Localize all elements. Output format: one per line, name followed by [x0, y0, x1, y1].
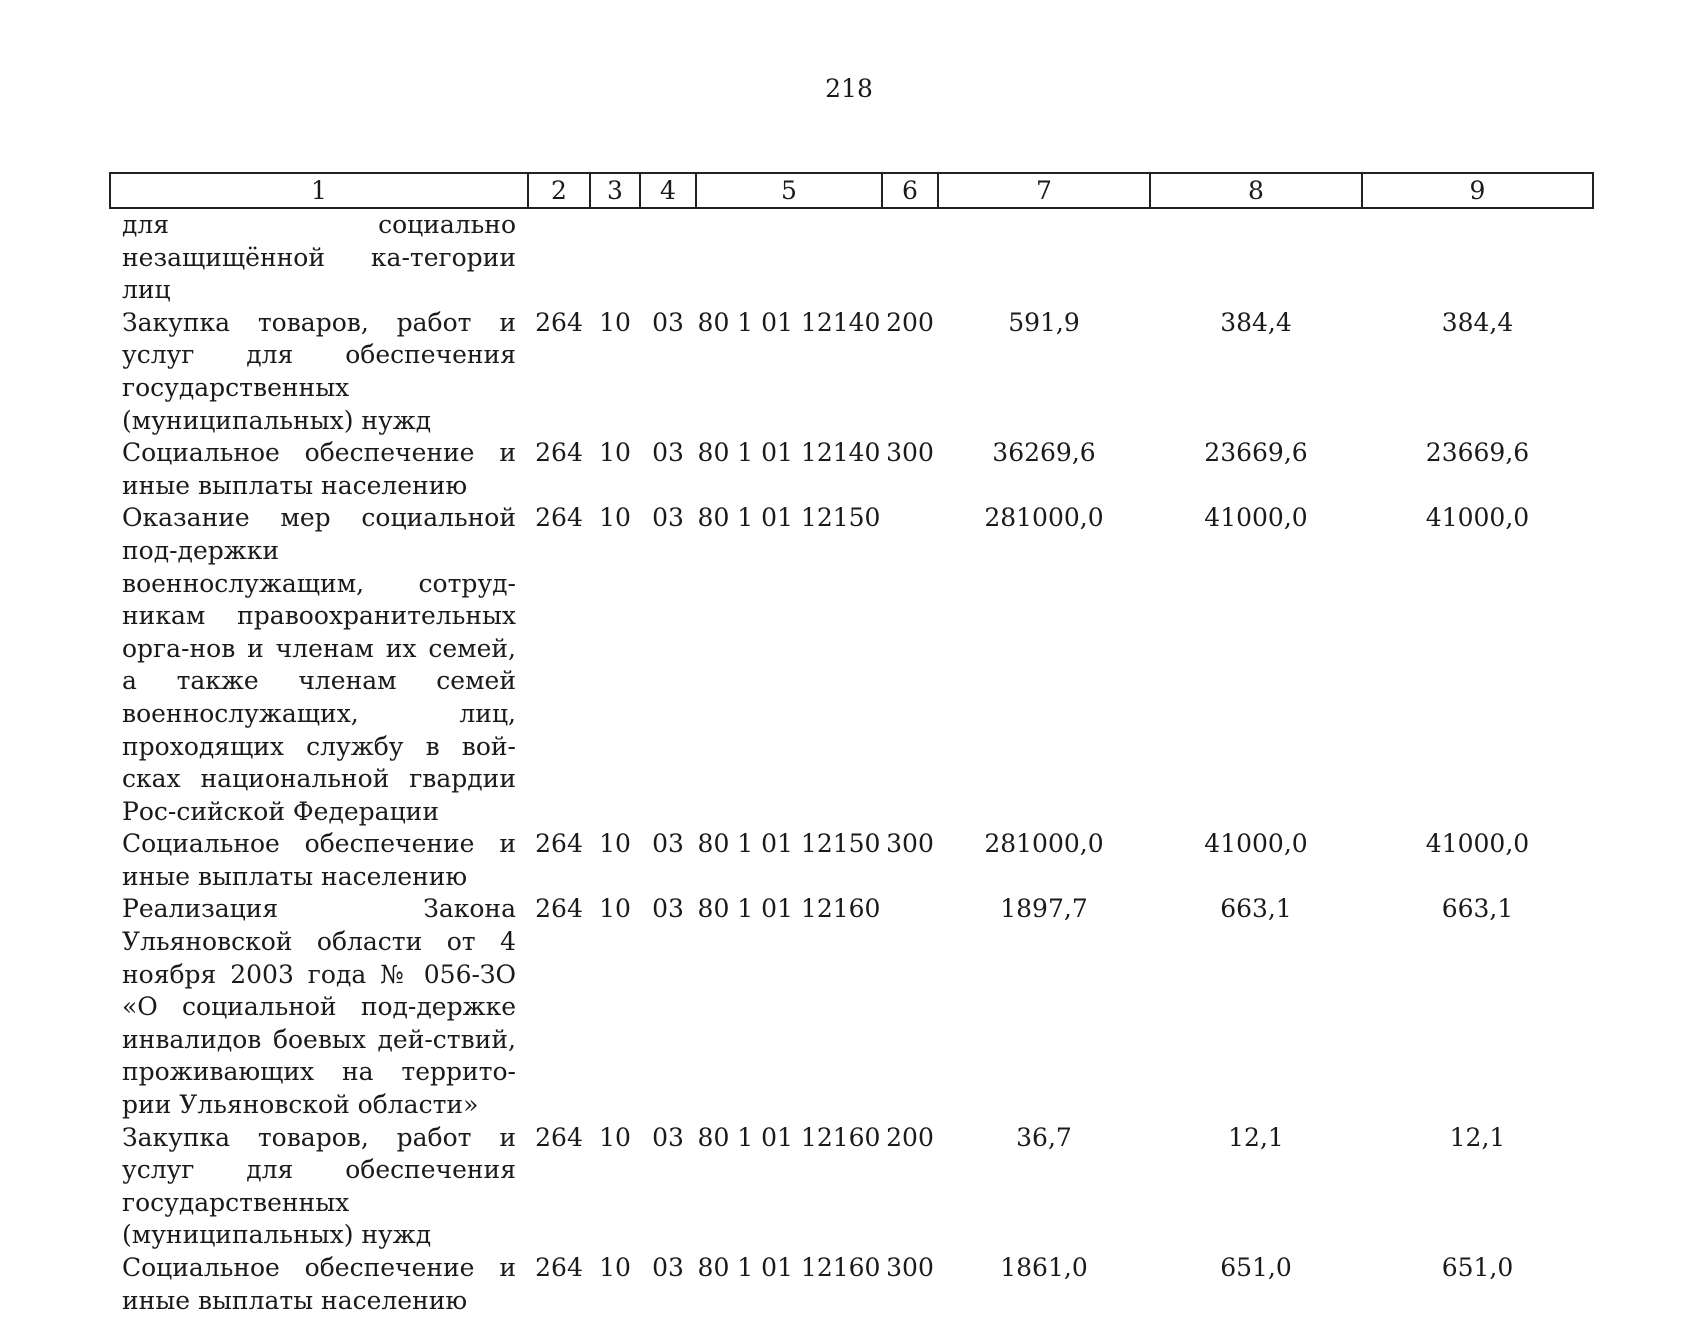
cell-col-8: 12,1 — [1228, 1122, 1284, 1152]
cell-col-6 — [882, 893, 938, 1121]
cell-col-7: 281000,0 — [984, 829, 1104, 859]
cell-col-4: 03 — [652, 307, 684, 337]
cell-col-2 — [528, 208, 590, 307]
cell-col-8: 23669,6 — [1204, 438, 1308, 468]
cell-col-8: 384,4 — [1220, 307, 1292, 337]
budget-table — [109, 172, 1594, 1317]
cell-col-4: 03 — [652, 1253, 684, 1282]
table-row — [110, 893, 1593, 1121]
cell-col-4: 03 — [652, 894, 684, 924]
cell-col-9: 41000,0 — [1425, 829, 1530, 859]
cell-col-8: 663,1 — [1220, 894, 1292, 924]
header-col-6: 6 — [882, 173, 938, 208]
cell-col-8: 41000,0 — [1204, 829, 1308, 859]
cell-col-6: 300 — [886, 1253, 934, 1282]
cell-col-2: 264 — [535, 307, 583, 337]
table-row — [110, 437, 1593, 502]
cell-col-4: 03 — [652, 1122, 684, 1152]
row-name: Социальное обеспечение и иные выплаты населению — [122, 438, 516, 500]
cell-col-9: 23669,6 — [1425, 438, 1530, 468]
cell-col-3 — [590, 208, 640, 307]
cell-col-9: 12,1 — [1449, 1122, 1506, 1152]
cell-col-9: 651,0 — [1441, 1253, 1514, 1282]
cell-col-3: 10 — [599, 1122, 631, 1152]
header-col-2: 2 — [528, 173, 590, 208]
cell-col-7: 36269,6 — [992, 438, 1096, 468]
cell-col-6: 300 — [886, 829, 934, 859]
cell-col-6: 200 — [886, 307, 934, 337]
cell-col-2: 264 — [535, 503, 583, 533]
header-col-9: 9 — [1362, 173, 1593, 208]
cell-col-3: 10 — [599, 1253, 631, 1282]
cell-col-6: 200 — [886, 1122, 934, 1152]
cell-col-7: 1861,0 — [1000, 1253, 1088, 1282]
header-row — [110, 173, 1593, 208]
header-col-7: 7 — [938, 173, 1150, 208]
header-col-8: 8 — [1150, 173, 1362, 208]
cell-col-7: 281000,0 — [984, 503, 1104, 533]
cell-col-2: 264 — [535, 894, 583, 924]
cell-col-4: 03 — [652, 438, 684, 468]
row-name: Закупка товаров, работ и услуг для обеспечения государственных (муниципальных) нужд — [122, 307, 516, 435]
cell-col-3: 10 — [599, 307, 631, 337]
cell-col-5: 80 1 01 12160 — [697, 1122, 881, 1152]
row-name: Закупка товаров, работ и услуг для обеспечения государственных (муниципальных) нужд — [122, 1122, 516, 1250]
table-row — [110, 828, 1593, 893]
row-name: для социально незащищённой ка-тегории лиц — [122, 210, 516, 305]
cell-col-5: 80 1 01 12150 — [697, 829, 881, 859]
cell-col-8: 41000,0 — [1204, 503, 1308, 533]
cell-col-2: 264 — [535, 438, 583, 468]
table-row — [110, 307, 1593, 437]
cell-col-8 — [1150, 208, 1362, 307]
cell-col-6: 300 — [886, 438, 934, 468]
cell-col-9: 384,4 — [1441, 307, 1514, 337]
cell-col-5: 80 1 01 12140 — [697, 307, 881, 337]
row-name: Социальное обеспечение и иные выплаты населению — [122, 1253, 516, 1315]
cell-col-7 — [938, 208, 1150, 307]
row-name: Оказание мер социальной под-держки военнослужащим, сотруд-никам правоохранительных орга-нов и членам их семей, а также членам семей военнослужащих, лиц, проходящих службу в вой-сках национальной гвардии Рос-сийской Федерации — [122, 503, 516, 826]
cell-col-2: 264 — [535, 829, 583, 859]
cell-col-5: 80 1 01 12140 — [697, 438, 881, 468]
cell-col-5 — [696, 208, 882, 307]
cell-col-7: 591,9 — [1008, 307, 1080, 337]
page-number: 218 — [825, 74, 873, 103]
cell-col-3: 10 — [599, 438, 631, 468]
header-col-3: 3 — [590, 173, 640, 208]
cell-col-2: 264 — [535, 1253, 583, 1282]
table-row — [110, 208, 1593, 307]
cell-col-3: 10 — [599, 894, 631, 924]
cell-col-7: 36,7 — [1016, 1122, 1072, 1152]
table-row — [110, 1252, 1593, 1317]
cell-col-5: 80 1 01 12160 — [697, 894, 881, 924]
cell-col-5: 80 1 01 12160 — [697, 1253, 881, 1282]
row-name: Реализация Закона Ульяновской области от 4 ноября 2003 года № 056-ЗО «О социальной под-держке инвалидов боевых дей-ствий, проживающих на террито-рии Ульяновской области» — [122, 894, 516, 1120]
cell-col-3: 10 — [599, 829, 631, 859]
header-col-4: 4 — [640, 173, 696, 208]
cell-col-6 — [882, 502, 938, 828]
cell-col-9: 41000,0 — [1425, 503, 1530, 533]
cell-col-9: 663,1 — [1441, 894, 1514, 924]
cell-col-9 — [1362, 208, 1593, 307]
cell-col-6 — [882, 208, 938, 307]
header-col-5: 5 — [696, 173, 882, 208]
header-col-1: 1 — [110, 173, 528, 208]
table-row — [110, 502, 1593, 828]
cell-col-4: 03 — [652, 829, 684, 859]
cell-col-4 — [640, 208, 696, 307]
cell-col-8: 651,0 — [1220, 1253, 1292, 1282]
cell-col-4: 03 — [652, 503, 684, 533]
cell-col-3: 10 — [599, 503, 631, 533]
row-name: Социальное обеспечение и иные выплаты населению — [122, 829, 516, 891]
cell-col-2: 264 — [535, 1122, 583, 1152]
table-row — [110, 1122, 1593, 1252]
cell-col-7: 1897,7 — [1000, 894, 1088, 924]
cell-col-5: 80 1 01 12150 — [697, 503, 881, 533]
